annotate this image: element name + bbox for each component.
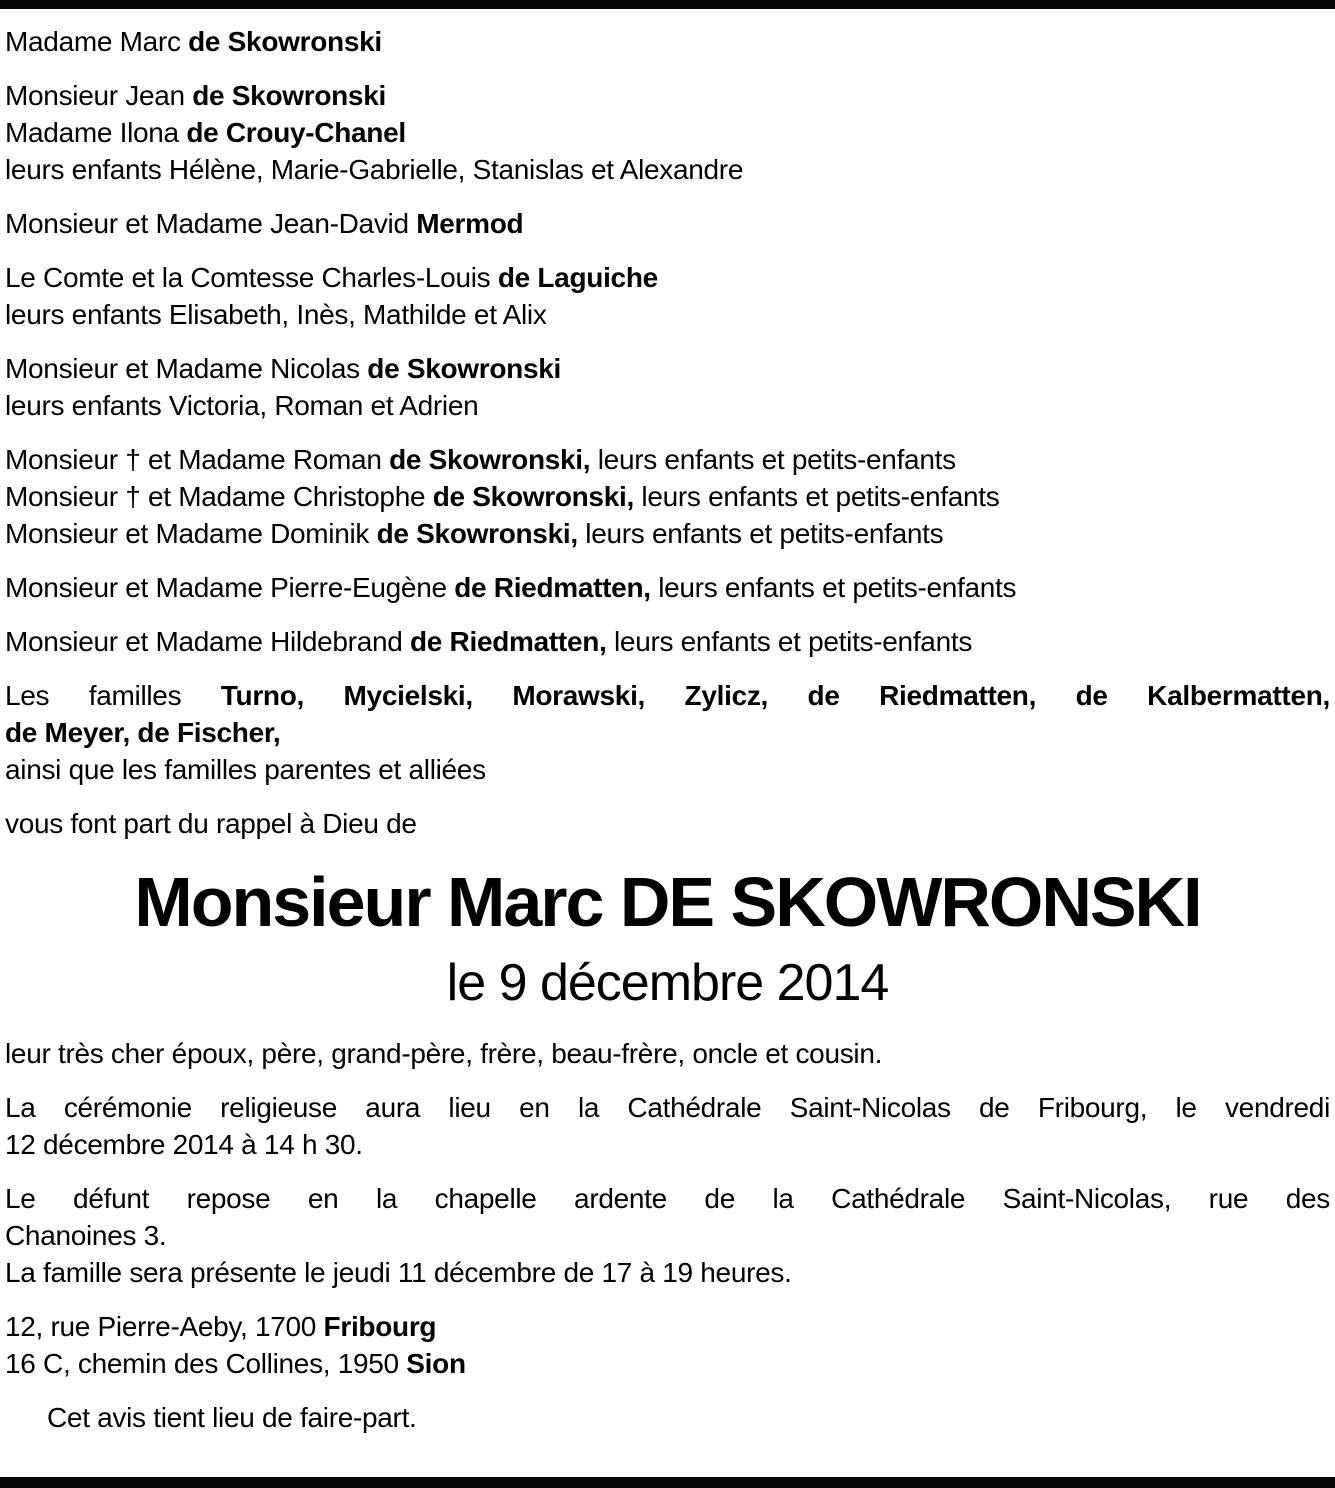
text-line xyxy=(5,441,1330,478)
text-segment: leurs enfants Hélène, Marie-Gabrielle, Stanislas et Alexandre xyxy=(5,154,744,185)
text-segment: Monsieur et Madame Nicolas xyxy=(5,353,368,384)
text-segment: 16 C, chemin des Collines, 1950 xyxy=(5,1348,407,1379)
family-line-widow xyxy=(5,23,1330,60)
text-line xyxy=(5,751,1330,788)
death-date xyxy=(5,945,1330,1021)
text-segment: Monsieur et Madame Jean-David xyxy=(5,208,417,239)
text-line xyxy=(5,1217,1330,1254)
text-line xyxy=(5,623,1330,660)
text-segment: Monsieur Jean xyxy=(5,80,193,111)
text-segment: vous font part du rappel à Dieu de xyxy=(5,808,417,839)
text-line xyxy=(5,1399,1330,1436)
text-line xyxy=(5,387,1330,424)
bold-text-segment: Turno, Mycielski, Morawski, Zylicz, de Riedmatten, de Kalbermatten, xyxy=(220,680,1331,711)
text-segment: La cérémonie religieuse aura lieu en la Cathédrale Saint-Nicolas de Fribourg, le vendredi xyxy=(5,1092,1330,1123)
bold-text-segment: Monsieur Marc DE SKOWRONSKI xyxy=(134,863,1201,941)
text-segment: leurs enfants et petits-enfants xyxy=(606,626,973,657)
text-line xyxy=(5,1035,1330,1072)
text-segment: leurs enfants et petits-enfants xyxy=(650,572,1017,603)
text-segment: Le Comte et la Comtesse Charles-Louis xyxy=(5,262,498,293)
family-group-siblings xyxy=(5,441,1330,552)
text-line xyxy=(5,1308,1330,1345)
text-segment: leur très cher époux, père, grand-père, frère, beau-frère, oncle et cousin. xyxy=(5,1038,883,1069)
relation-line xyxy=(5,1035,1330,1072)
text-segment: 12, rue Pierre-Aeby, 1700 xyxy=(5,1311,324,1342)
repose-paragraph xyxy=(5,1180,1330,1291)
bold-text-segment: de Skowronski, xyxy=(389,444,591,475)
family-line-mermod xyxy=(5,205,1330,242)
bold-text-segment: de Meyer, de Fischer, xyxy=(5,717,281,748)
text-line xyxy=(5,350,1330,387)
text-line xyxy=(5,114,1330,151)
text-line xyxy=(5,259,1330,296)
text-segment: leurs enfants Elisabeth, Inès, Mathilde et Alix xyxy=(5,299,547,330)
text-line xyxy=(5,1126,1330,1163)
text-segment: leurs enfants et petits-enfants xyxy=(633,481,1000,512)
text-segment: le 9 décembre 2014 xyxy=(446,954,889,1012)
family-group-nicolas xyxy=(5,350,1330,424)
family-line-hildebrand xyxy=(5,623,1330,660)
text-line xyxy=(5,1089,1330,1126)
text-line xyxy=(5,478,1330,515)
families-group xyxy=(5,677,1330,788)
bold-text-segment: de Laguiche xyxy=(497,262,658,293)
text-segment: leurs enfants Victoria, Roman et Adrien xyxy=(5,390,479,421)
text-line xyxy=(5,859,1330,945)
text-segment: Monsieur et Madame Pierre-Eugène xyxy=(5,572,455,603)
text-segment: Madame Marc xyxy=(5,26,189,57)
text-line xyxy=(5,151,1330,188)
text-segment: leurs enfants et petits-enfants xyxy=(590,444,956,475)
text-segment: 12 décembre 2014 à 14 h 30. xyxy=(5,1129,363,1160)
text-segment: Les familles xyxy=(5,680,221,711)
text-line xyxy=(5,515,1330,552)
notice-body xyxy=(0,9,1335,1436)
addresses xyxy=(5,1308,1330,1382)
text-segment: Monsieur † et Madame Christophe xyxy=(5,481,433,512)
text-segment: leurs enfants et petits-enfants xyxy=(577,518,944,549)
closing-line xyxy=(5,1399,1330,1436)
family-group-laguiche xyxy=(5,259,1330,333)
text-segment: Cet avis tient lieu de faire-part. xyxy=(47,1402,417,1433)
text-segment: Monsieur et Madame Hildebrand xyxy=(5,626,410,657)
text-line xyxy=(5,23,1330,60)
family-group-children xyxy=(5,77,1330,188)
text-segment: Monsieur et Madame Dominik xyxy=(5,518,377,549)
text-line xyxy=(5,77,1330,114)
text-segment: Chanoines 3. xyxy=(5,1220,167,1251)
bottom-rule xyxy=(0,1477,1335,1488)
deceased-name xyxy=(5,859,1330,945)
text-line xyxy=(5,569,1330,606)
text-line xyxy=(5,296,1330,333)
text-segment: Madame Ilona xyxy=(5,117,187,148)
text-line xyxy=(5,1180,1330,1217)
top-rule xyxy=(0,0,1335,9)
text-segment: Le défunt repose en la chapelle ardente de la Cathédrale Saint-Nicolas, rue des xyxy=(5,1183,1330,1214)
text-line xyxy=(5,677,1330,714)
bold-text-segment: de Skowronski xyxy=(192,80,386,111)
bold-text-segment: Sion xyxy=(406,1348,466,1379)
bold-text-segment: Fribourg xyxy=(323,1311,437,1342)
bold-text-segment: de Skowronski, xyxy=(376,518,578,549)
bold-text-segment: Mermod xyxy=(416,208,524,239)
text-line xyxy=(5,205,1330,242)
announcement-line xyxy=(5,805,1330,842)
bold-text-segment: de Skowronski, xyxy=(432,481,634,512)
family-line-pierre-eugene xyxy=(5,569,1330,606)
text-segment: ainsi que les familles parentes et alliées xyxy=(5,754,486,785)
text-line xyxy=(5,945,1330,1021)
bold-text-segment: de Skowronski xyxy=(367,353,561,384)
text-line xyxy=(5,805,1330,842)
text-line xyxy=(5,1254,1330,1291)
text-segment: La famille sera présente le jeudi 11 décembre de 17 à 19 heures. xyxy=(5,1257,792,1288)
bold-text-segment: de Skowronski xyxy=(188,26,382,57)
text-segment: Monsieur † et Madame Roman xyxy=(5,444,390,475)
bold-text-segment: de Crouy-Chanel xyxy=(186,117,406,148)
bold-text-segment: de Riedmatten, xyxy=(454,572,651,603)
text-line xyxy=(5,714,1330,751)
bold-text-segment: de Riedmatten, xyxy=(410,626,607,657)
text-line xyxy=(5,1345,1330,1382)
ceremony-paragraph xyxy=(5,1089,1330,1163)
